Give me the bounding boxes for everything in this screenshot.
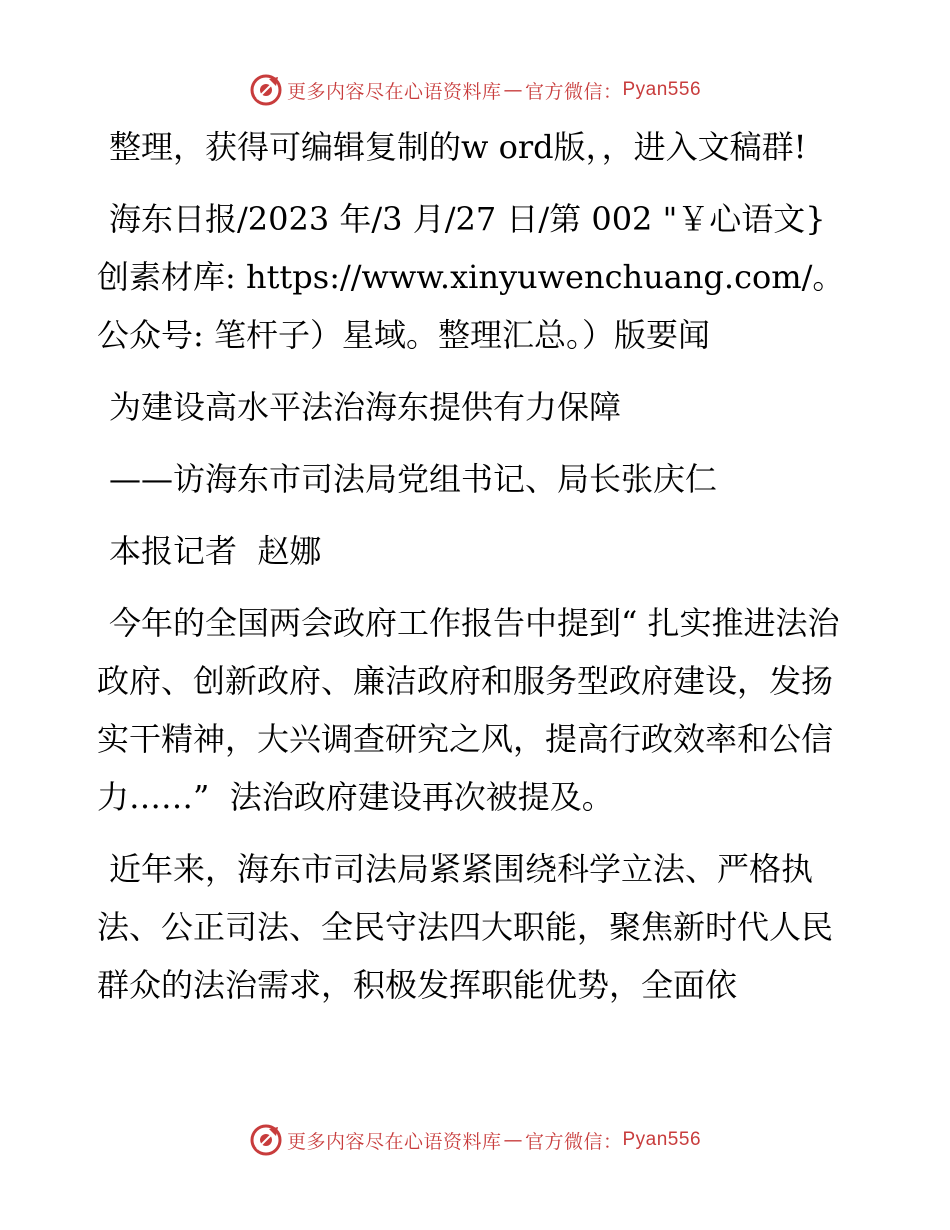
article-title: 为建设高水平法治海东提供有力保障 <box>109 388 622 426</box>
banner-suffix: 官方微信： <box>524 1130 623 1153</box>
banner-separator: — <box>503 1129 523 1151</box>
banner-handle: Pyan556 <box>622 1129 702 1150</box>
article-subtitle: ——访海东市司法局党组书记、局长张庆仁 <box>109 460 718 498</box>
banner-suffix: 官方微信： <box>524 80 623 103</box>
banner-separator: — <box>503 79 523 101</box>
article-byline: 本报记者 赵娜 <box>109 532 322 570</box>
banner-handle: Pyan556 <box>622 79 702 100</box>
paragraph-intro: 整理，获得可编辑复制的w ord版，，进入文稿群! <box>109 128 807 166</box>
logo-icon <box>249 73 283 107</box>
paragraph-source: 海东日报/2023 年/3 月/27 日/第 002 "￥心语文}创素材库: https://www.xinyuwenchuang.com/。公众号: 笔杆子）星域。整理汇总。）版要闻 <box>97 200 845 354</box>
banner-text: 更多内容尽在心语资料库 <box>286 80 502 103</box>
footer-watermark-banner <box>0 1120 950 1160</box>
body-paragraph: 近年来，海东市司法局紧紧围绕科学立法、严格执法、公正司法、全民守法四大职能，聚焦新时代人民群众的法治需求，积极发挥职能优势，全面依 <box>97 850 834 1004</box>
banner-text: 更多内容尽在心语资料库 <box>286 1130 502 1153</box>
logo-icon <box>249 1123 283 1157</box>
header-watermark-banner <box>0 70 950 110</box>
document-body <box>97 118 857 1014</box>
body-paragraph: 今年的全国两会政府工作报告中提到“ 扎实推进法治政府、创新政府、廉洁政府和服务型政府建设，发扬实干精神，大兴调查研究之风，提高行政效率和公信力……” 法治政府建设再次被提及。 <box>97 604 840 816</box>
